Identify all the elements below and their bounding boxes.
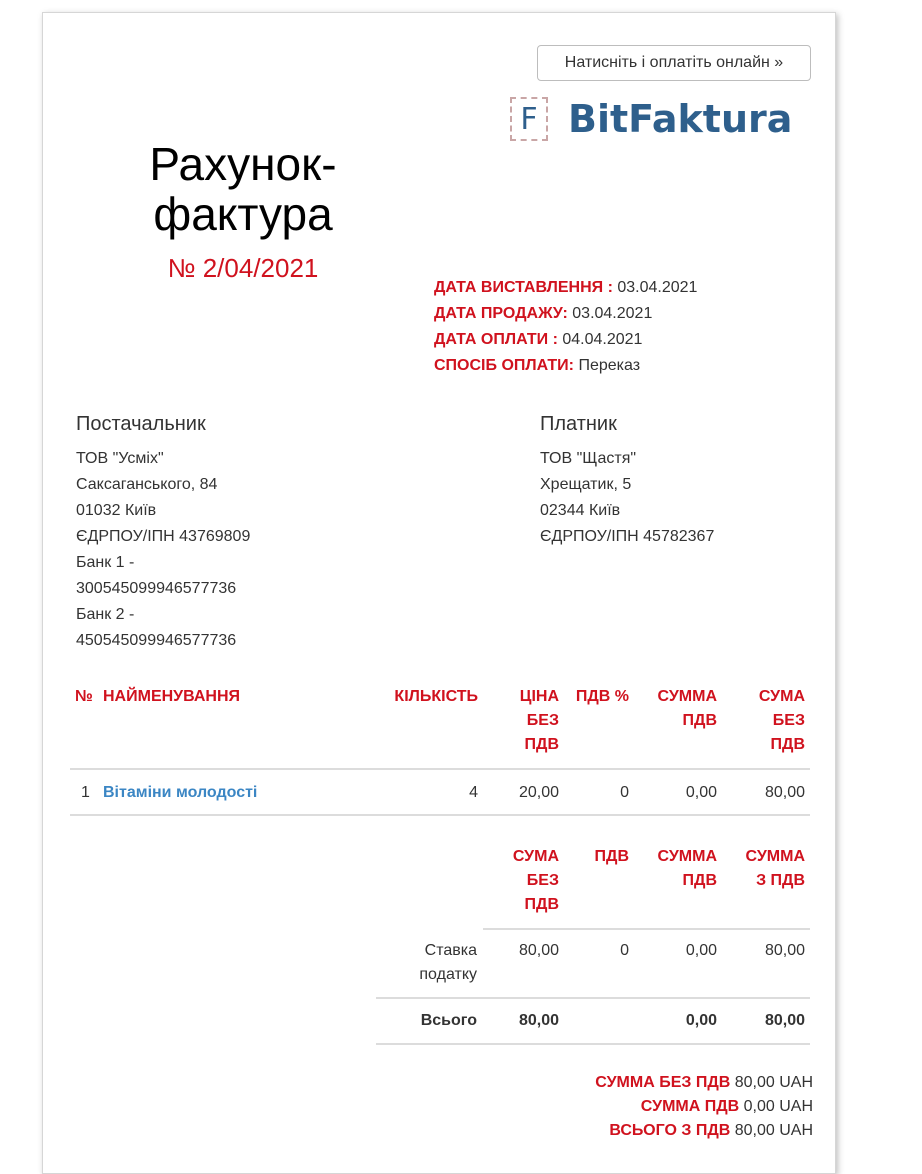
col-header-price bbox=[483, 685, 559, 757]
tax-header-vat-sum-l1: СУММА bbox=[657, 848, 717, 865]
tax-rate-divider bbox=[376, 997, 810, 999]
summary-gross-row bbox=[443, 1119, 813, 1143]
summary-net-value: 80,00 UAH bbox=[734, 1074, 813, 1091]
sale-date-label: ДАТА ПРОДАЖУ: bbox=[434, 305, 568, 322]
buyer-street: Хрещатик, 5 bbox=[540, 476, 632, 493]
col-header-total-l1: СУМА bbox=[758, 688, 805, 705]
issue-date-label: ДАТА ВИСТАВЛЕННЯ : bbox=[434, 279, 613, 296]
col-header-no: № bbox=[75, 688, 93, 705]
seller-name: ТОВ "Усміх" bbox=[76, 450, 164, 467]
summary-vat-label: СУММА ПДВ bbox=[640, 1098, 740, 1115]
seller-bank1-label: Банк 1 - bbox=[76, 554, 135, 571]
summary-vat-row bbox=[443, 1095, 813, 1119]
col-header-name: НАЙМЕНУВАННЯ bbox=[103, 688, 241, 705]
buyer-tax-id: ЄДРПОУ/ІПН 45782367 bbox=[540, 528, 715, 545]
seller-details bbox=[76, 446, 250, 654]
seller-bank1-account: 300545099946577736 bbox=[76, 580, 237, 597]
invoice-number: № 2/04/2021 bbox=[167, 253, 319, 283]
sale-date-row bbox=[434, 301, 697, 327]
payment-date-label: ДАТА ОПЛАТИ : bbox=[434, 331, 558, 348]
tax-total-vat-sum: 0,00 bbox=[685, 1012, 717, 1029]
payment-date-row bbox=[434, 327, 697, 353]
col-header-total bbox=[723, 685, 805, 757]
tax-header-vat-sum bbox=[633, 845, 717, 893]
items-header-divider bbox=[70, 768, 810, 770]
logo-letter: F bbox=[520, 101, 538, 137]
tax-header-vat-sum-l2: ПДВ bbox=[682, 872, 717, 889]
tax-rate-vat: 0 bbox=[620, 942, 629, 959]
item-no: 1 bbox=[81, 784, 90, 801]
tax-header-gross-l1: СУММА bbox=[745, 848, 805, 865]
item-vat-sum: 0,00 bbox=[685, 784, 717, 801]
seller-tax-id: ЄДРПОУ/ІПН 43769809 bbox=[76, 528, 251, 545]
summary-vat-value: 0,00 UAH bbox=[743, 1098, 813, 1115]
pay-online-button[interactable]: Натисніть і оплатіть онлайн » bbox=[537, 45, 811, 81]
item-price: 20,00 bbox=[518, 784, 559, 801]
tax-header-vat: ПДВ bbox=[594, 848, 629, 865]
col-header-price-l3: ПДВ bbox=[524, 736, 559, 753]
invoice-page bbox=[42, 12, 836, 1174]
item-name-link[interactable]: Вітаміни молодості bbox=[103, 784, 258, 801]
tax-header-divider bbox=[483, 928, 810, 930]
item-total: 80,00 bbox=[764, 784, 805, 801]
summary-net-label: СУММА БЕЗ ПДВ bbox=[595, 1074, 731, 1091]
tax-header-net-l3: ПДВ bbox=[524, 896, 559, 913]
col-header-price-l2: БЕЗ bbox=[526, 712, 559, 729]
seller-bank2-account: 450545099946577736 bbox=[76, 632, 237, 649]
dates-block bbox=[434, 275, 697, 379]
tax-rate-label-l1: Ставка bbox=[424, 942, 477, 959]
tax-rate-net: 80,00 bbox=[518, 942, 559, 959]
payment-method-value: Переказ bbox=[578, 357, 641, 374]
tax-rate-label bbox=[373, 939, 477, 987]
buyer-name: ТОВ "Щастя" bbox=[540, 450, 637, 467]
title-line-1: Рахунок- bbox=[149, 138, 337, 190]
tax-rate-label-l2: податку bbox=[419, 966, 477, 983]
tax-total-net: 80,00 bbox=[518, 1012, 559, 1029]
payment-method-label: СПОСІБ ОПЛАТИ: bbox=[434, 357, 574, 374]
summary-gross-label: ВСЬОГО З ПДВ bbox=[609, 1122, 731, 1139]
col-header-vat-sum-l1: СУММА bbox=[657, 688, 717, 705]
payment-date-value: 04.04.2021 bbox=[562, 331, 643, 348]
tax-rate-vat-sum: 0,00 bbox=[685, 942, 717, 959]
seller-street: Саксаганського, 84 bbox=[76, 476, 218, 493]
tax-total-label: Всього bbox=[420, 1012, 477, 1029]
col-header-price-l1: ЦІНА bbox=[519, 688, 559, 705]
brand-logo-text: BitFaktura bbox=[568, 97, 793, 141]
seller-bank2-label: Банк 2 - bbox=[76, 606, 135, 623]
document-title bbox=[103, 139, 383, 239]
col-header-qty: КІЛЬКІСТЬ bbox=[394, 688, 478, 705]
issue-date-value: 03.04.2021 bbox=[617, 279, 698, 296]
tax-header-net bbox=[483, 845, 559, 917]
summary-gross-value: 80,00 UAH bbox=[734, 1122, 813, 1139]
col-header-vat-sum bbox=[633, 685, 717, 733]
tax-total-gross: 80,00 bbox=[764, 1012, 805, 1029]
sale-date-value: 03.04.2021 bbox=[572, 305, 653, 322]
payment-method-row bbox=[434, 353, 697, 379]
col-header-vat-sum-l2: ПДВ bbox=[682, 712, 717, 729]
item-qty: 4 bbox=[469, 784, 478, 801]
issue-date-row bbox=[434, 275, 697, 301]
col-header-total-l3: ПДВ bbox=[770, 736, 805, 753]
tax-header-gross bbox=[723, 845, 805, 893]
buyer-heading: Платник bbox=[540, 413, 617, 435]
bitfaktura-logo-icon bbox=[510, 97, 548, 141]
buyer-city: 02344 Київ bbox=[540, 502, 621, 519]
title-line-2: фактура bbox=[153, 188, 333, 240]
tax-header-net-l1: СУМА bbox=[512, 848, 559, 865]
buyer-details bbox=[540, 446, 714, 550]
summary-block bbox=[443, 1071, 813, 1143]
tax-total-divider bbox=[376, 1043, 810, 1045]
item-vat-pct: 0 bbox=[620, 784, 629, 801]
col-header-vat-pct: ПДВ % bbox=[575, 688, 629, 705]
seller-city: 01032 Київ bbox=[76, 502, 157, 519]
items-bottom-divider bbox=[70, 814, 810, 816]
tax-header-gross-l2: З ПДВ bbox=[756, 872, 805, 889]
seller-heading: Постачальник bbox=[76, 413, 206, 435]
tax-rate-gross: 80,00 bbox=[764, 942, 805, 959]
summary-net-row bbox=[443, 1071, 813, 1095]
col-header-total-l2: БЕЗ bbox=[772, 712, 805, 729]
tax-header-net-l2: БЕЗ bbox=[526, 872, 559, 889]
